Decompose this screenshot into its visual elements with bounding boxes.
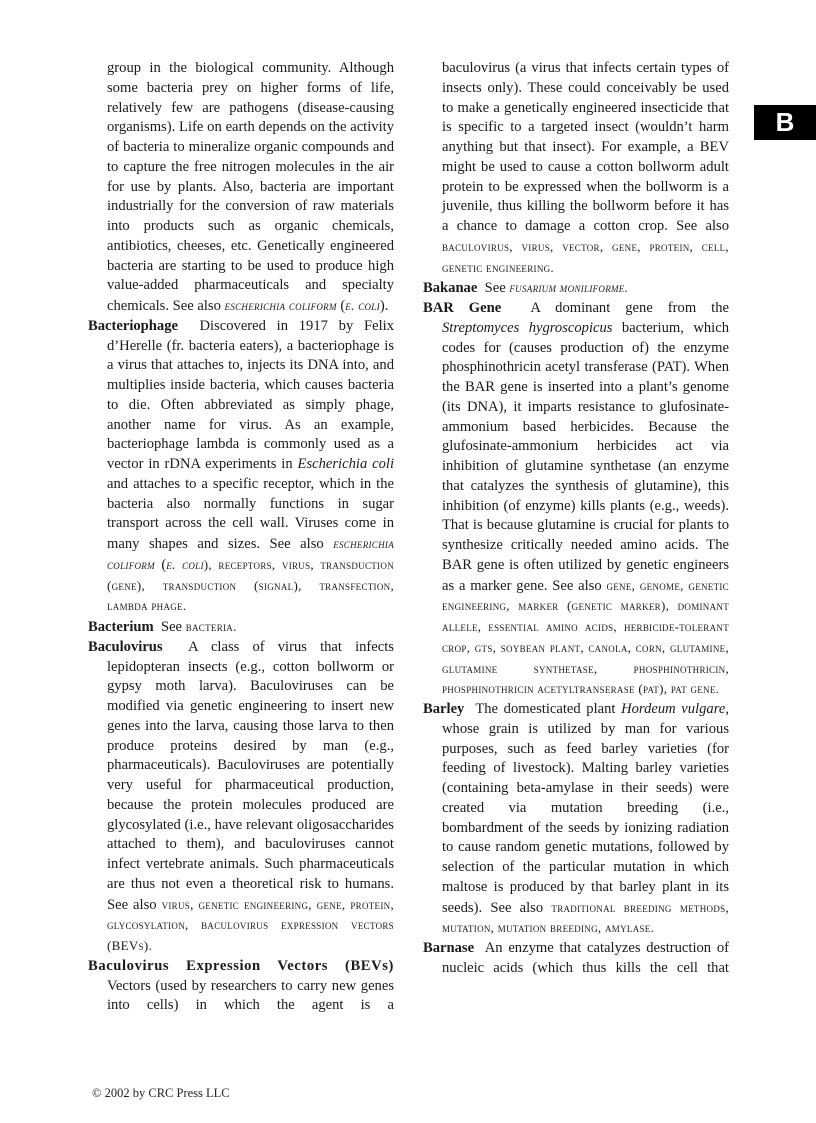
cross-reference: traditional breeding methods, mutation, mutation breeding, amylase. [442, 899, 729, 936]
punctuation: ). [379, 298, 389, 314]
cross-reference: fusarium moniliforme. [509, 280, 629, 296]
entry-text: group in the biological community. Although some bacteria prey on higher forms of life, relatively few are pathogens (disease-causing organisms). Life on earth depends on the activity of bacteria to mineralize organic compounds and to capture the free nitrogen molecules in the air for use by plants. Also, bacteria are important industrially for the conversion of raw materials into products such as organic chemicals, antibiotics, cheeses, etc. Genetically engineered bacteria are starting to be used to produce high value-added pharmaceuticals and specialty chemicals. See also [107, 60, 394, 314]
cross-reference: virus, genetic engineering, gene, protein, glycosylation, baculovirus expression vectors (BEVs). [107, 896, 394, 953]
entry-bar-gene [423, 299, 729, 700]
entry-text: baculovirus (a virus that infects certain types of insects only). These could conceivably be used to make a genetically engineered insecticide that is specific to a targeted insect (wouldn’t harm anything but that insect). For example, a BEV might be used to cause a cotton bollworm adult protein to be expressed when the bollworm is a juvenile, thus killing the bollworm before it has a chance to damage a cotton crop. See also [442, 60, 729, 234]
right-column [423, 59, 729, 979]
headword: Barley [423, 701, 465, 717]
entry-text: Discovered in 1917 by Felix d’Herelle (fr. bacteria eaters), a bacteriophage is a virus that attaches to, injects its DNA into, and multiplies inside bacteria, which causes bacteria to die. Often abbreviated as simply phage, another name for virus. As an example, bacteriophage lambda is commonly used as a vector in rDNA experiments in [107, 317, 395, 472]
entry-text: and attaches to a specific receptor, which in the bacteria also normally functions in sugar transport across the cell wall. Viruses come in many shapes and sizes. See also [107, 475, 394, 552]
entry-text: A dominant gene from the [530, 300, 729, 316]
entry-bevs-continuation [423, 59, 729, 278]
entry-baculovirus-expression-vectors [88, 957, 394, 1016]
entry-bacteriophage [88, 317, 394, 617]
cross-reference: bacteria. [185, 619, 237, 634]
cross-reference: escherichia coliform [107, 536, 394, 572]
copyright-footer: © 2002 by CRC Press LLC [92, 1086, 230, 1100]
entry-text: Vectors (used by researchers to carry new genes into cells) in which the agent is a [107, 977, 394, 1014]
section-letter-tab: B [754, 105, 816, 140]
headword: Bakanae [423, 280, 478, 297]
cross-reference: escherichia coliform [224, 298, 337, 313]
headword: Baculovirus [88, 638, 163, 655]
headword: Bacterium [88, 619, 154, 635]
entry-text: , whose grain is utilized by man for various purposes, such as feed barley varieties (for feeding of livestock). Malting barley varieties (containing beta-amylase in their seeds) were created via mutation breeding (i.e., bombardment of the seeds by ionizing radiation to cause random genetic mutations, followed by selection of the particular mutation in which maltose is produced by that barley plant in its seeds). See also [442, 701, 729, 916]
entry-text: See [484, 280, 510, 297]
entry-text: A class of virus that infects lepidopteran insects (e.g., cotton bollworm or gypsy moth larva). Baculoviruses can be modified via genetic engineering to insert new genes into the larva, causing those larva to then produce proteins desired by man (e.g., pharmaceuticals). Baculoviruses are potentially very useful for pharmaceutical production, because the protein molecules produced are glycosylated (i.e., have relevant oligosaccharides attached to them), and baculoviruses cannot infect vertebrate animals. Such pharmaceuticals are thus not even a theoretical risk to humans. See also [107, 638, 394, 913]
species-name: Streptomyces hygroscopicus [442, 319, 613, 336]
cross-reference: e. coli [166, 556, 204, 572]
entry-bacterium [88, 617, 394, 638]
headword: Bacteriophage [88, 317, 178, 334]
punctuation: ( [154, 556, 167, 573]
cross-reference: ), receptors, virus, transduction (gene), transduction (signal), transfection, lambda phage. [107, 556, 394, 614]
cross-reference: e. coli [345, 298, 380, 313]
entry-text: See [160, 619, 186, 635]
entry-barley [423, 700, 729, 939]
headword: Baculovirus Expression Vectors (BEVs) [88, 957, 394, 974]
entry-baculovirus [88, 638, 394, 957]
cross-reference: baculovirus, virus, vector, gene, protein, cell, genetic engineering. [442, 238, 729, 275]
cross-reference: gene, genome, genetic engineering, marker (genetic marker), dominant allele, essential amino acids, herbicide-tolerant crop, gts, soybean plant, canola, corn, glutamine, glutamine synthetase, phosphinothricin, phosphinothricin acetyltranserase (pat), pat gene. [442, 577, 729, 697]
entry-bakanae [423, 278, 729, 299]
entry-bacteria-continuation [88, 59, 394, 317]
entry-text: The domesticated plant [475, 701, 622, 717]
species-name: Hordeum vulgare [621, 701, 726, 717]
punctuation: ( [336, 298, 346, 314]
species-name: Escherichia coli [297, 456, 394, 472]
left-column [88, 59, 394, 1016]
headword: BAR Gene [423, 300, 502, 316]
headword: Barnase [423, 940, 475, 956]
entry-text: An enzyme that catalyzes destruction of nucleic acids (which thus kills the cell that [442, 940, 729, 976]
entry-barnase [423, 939, 729, 979]
entry-text: bacterium, which codes for (causes production of) the enzyme phosphinothricin acetyl transferase (PAT). When the BAR gene is inserted into a plant’s genome (its DNA), it imparts resistance to glufosinate-ammonium based herbicides. Because the glufosinate-ammonium herbicides act via inhibition of glutamine synthetase (an enzyme that catalyzes the synthesis of glutamine), this inhibition (of enzyme) kills plants (e.g., weeds). That is because glutamine is crucial for plants to synthesize critically needed amino acids. The BAR gene is often utilized by genetic engineers as a marker gene. See also [442, 319, 729, 594]
